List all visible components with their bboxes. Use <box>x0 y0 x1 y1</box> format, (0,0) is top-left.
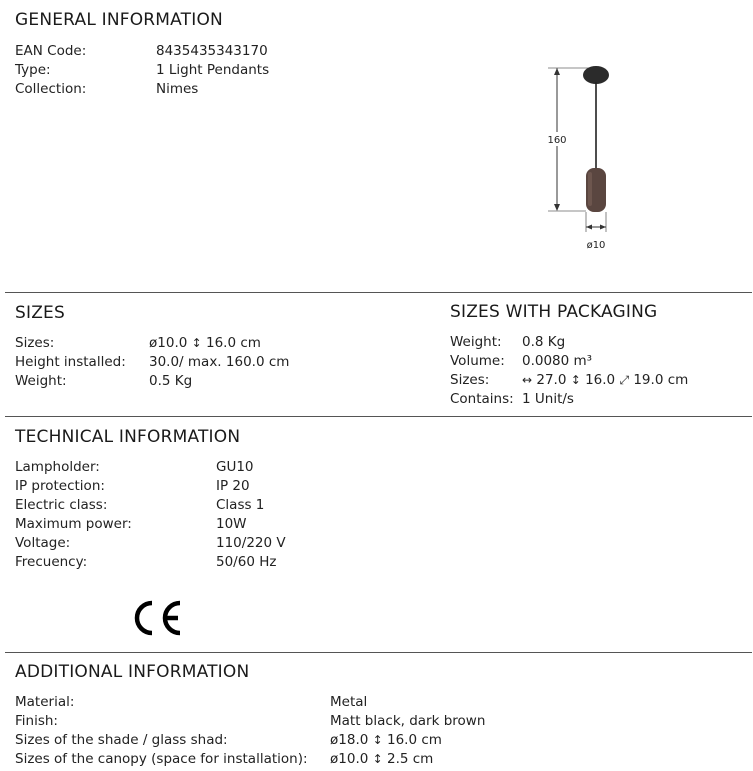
sizes-heading: SIZES <box>15 303 65 323</box>
sizes-height-value: 16.0 cm <box>205 335 261 351</box>
finish-label: Finish: <box>15 713 58 729</box>
divider-1 <box>5 292 752 293</box>
packaging-contains-value: 1 Unit/s <box>522 391 574 407</box>
canopy <box>583 66 609 84</box>
weight-label: Weight: <box>15 373 67 389</box>
height-dimension-label: 160 <box>547 135 567 146</box>
packaging-volume-value: 0.0080 m³ <box>522 353 593 369</box>
type-value: 1 Light Pendants <box>156 62 270 78</box>
packaging-volume-label: Volume: <box>450 353 505 369</box>
diameter-right-arrow <box>600 225 606 230</box>
maximum-power-value: 10W <box>216 516 247 532</box>
technical-information-heading: TECHNICAL INFORMATION <box>15 427 241 447</box>
height-arrow-icon: ↕ <box>191 336 202 350</box>
ean-code-label: EAN Code: <box>15 43 87 59</box>
packaging-height-value: 16.0 <box>585 372 616 388</box>
ip-protection-label: IP protection: <box>15 478 105 494</box>
material-value: Metal <box>330 694 368 710</box>
weight-value: 0.5 Kg <box>149 373 193 389</box>
packaging-contains-label: Contains: <box>450 391 514 407</box>
maximum-power-label: Maximum power: <box>15 516 132 532</box>
voltage-value: 110/220 V <box>216 535 286 551</box>
packaging-width-value: 27.0 <box>536 372 567 388</box>
canopy-diameter-value: ø10.0 <box>330 751 369 767</box>
diameter-dimension-label: ø10 <box>586 240 606 251</box>
height-dimension-top-arrow <box>554 68 560 75</box>
type-label: Type: <box>15 62 51 78</box>
voltage-label: Voltage: <box>15 535 71 551</box>
lampholder-value: GU10 <box>216 459 254 475</box>
height-arrow-icon: ↕ <box>570 373 581 387</box>
packaging-weight-value: 0.8 Kg <box>522 334 566 350</box>
height-dimension-bottom-arrow <box>554 204 560 211</box>
frecuency-label: Frecuency: <box>15 554 88 570</box>
depth-arrow-icon: ⤢ <box>619 373 630 387</box>
packaging-sizes-value <box>522 371 688 390</box>
frecuency-value: 50/60 Hz <box>216 554 277 570</box>
height-installed-value: 30.0/ max. 160.0 cm <box>149 354 290 370</box>
shade-diameter-value: ø18.0 <box>330 732 369 748</box>
shade-height-value: 16.0 cm <box>386 732 442 748</box>
ip-protection-value: IP 20 <box>216 478 250 494</box>
lampholder-label: Lampholder: <box>15 459 100 475</box>
canopy-size-label: Sizes of the canopy (space for installation): <box>15 751 308 767</box>
divider-2 <box>5 416 752 417</box>
ean-code-value: 8435435343170 <box>156 43 268 59</box>
collection-value: Nimes <box>156 81 199 97</box>
collection-label: Collection: <box>15 81 87 97</box>
canopy-height-value: 2.5 cm <box>386 751 434 767</box>
shade-size-value <box>330 731 442 750</box>
packaging-sizes-label: Sizes: <box>450 372 490 388</box>
additional-information-heading: ADDITIONAL INFORMATION <box>15 662 250 682</box>
ce-mark-icon <box>130 597 184 639</box>
finish-value: Matt black, dark brown <box>330 713 486 729</box>
canopy-size-value <box>330 750 433 769</box>
height-installed-label: Height installed: <box>15 354 126 370</box>
sizes-value <box>149 334 261 353</box>
general-information-heading: GENERAL INFORMATION <box>15 10 223 30</box>
electric-class-label: Electric class: <box>15 497 108 513</box>
divider-3 <box>5 652 752 653</box>
packaging-depth-value: 19.0 cm <box>633 372 689 388</box>
sizes-diameter-value: ø10.0 <box>149 335 188 351</box>
width-arrow-icon: ↔ <box>522 373 533 387</box>
height-arrow-icon: ↕ <box>372 752 383 766</box>
diameter-left-arrow <box>586 225 592 230</box>
electric-class-value: Class 1 <box>216 497 265 513</box>
pendant-dimension-drawing <box>540 60 630 255</box>
material-label: Material: <box>15 694 75 710</box>
packaging-weight-label: Weight: <box>450 334 502 350</box>
packaging-heading: SIZES WITH PACKAGING <box>450 302 658 322</box>
sizes-label: Sizes: <box>15 335 55 351</box>
height-arrow-icon: ↕ <box>372 733 383 747</box>
shade-size-label: Sizes of the shade / glass shad: <box>15 732 228 748</box>
